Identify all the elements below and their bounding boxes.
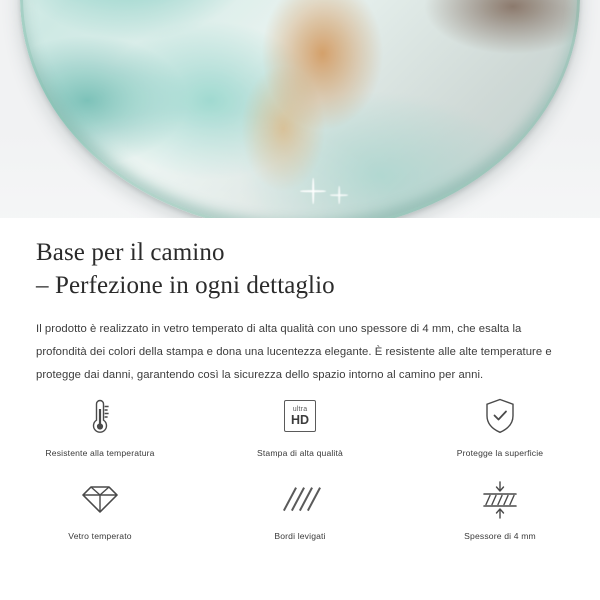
glass-disc	[20, 0, 580, 218]
feature-label: Resistente alla temperatura	[45, 448, 155, 458]
feature-grid	[0, 393, 600, 541]
ultra-hd-badge-top: ultra	[292, 405, 308, 413]
thermometer-icon	[87, 393, 113, 439]
description-paragraph: Il prodotto è realizzato in vetro temperato di alta qualità con uno spessore di 4 mm, che esalta la profondità dei colori della stampa e dona una lucentezza elegante. È resistente alle alte temperature e protegge dai danni, garantendo così la sicurezza dello spazio intorno al camino per anni.	[36, 323, 552, 381]
feature-item-polished-edges	[200, 476, 400, 541]
ultra-hd-badge-bottom: HD	[290, 412, 310, 427]
feature-label: Spessore di 4 mm	[464, 531, 536, 541]
feature-item-thickness	[400, 476, 600, 541]
page-title-line-1: Base per il camino	[36, 239, 225, 266]
feature-item-tempered-glass	[0, 476, 200, 541]
ultra-hd-icon	[284, 393, 316, 439]
feature-label: Stampa di alta qualità	[257, 448, 343, 458]
diamond-icon	[81, 476, 119, 522]
feature-label: Vetro temperato	[68, 531, 132, 541]
bevelled-edges-icon	[283, 476, 317, 522]
page-title	[0, 218, 600, 302]
shield-check-icon	[483, 393, 517, 439]
text-block	[0, 218, 600, 387]
thickness-arrows-icon	[480, 476, 520, 522]
feature-item-surface-protection	[400, 393, 600, 458]
feature-item-temperature	[0, 393, 200, 458]
page-title-line-2: – Perfezione in ogni dettaglio	[36, 272, 335, 299]
hero-image	[0, 0, 600, 218]
feature-item-print-quality	[200, 393, 400, 458]
feature-label: Protegge la superficie	[456, 448, 544, 458]
feature-label: Bordi levigati	[274, 531, 326, 541]
